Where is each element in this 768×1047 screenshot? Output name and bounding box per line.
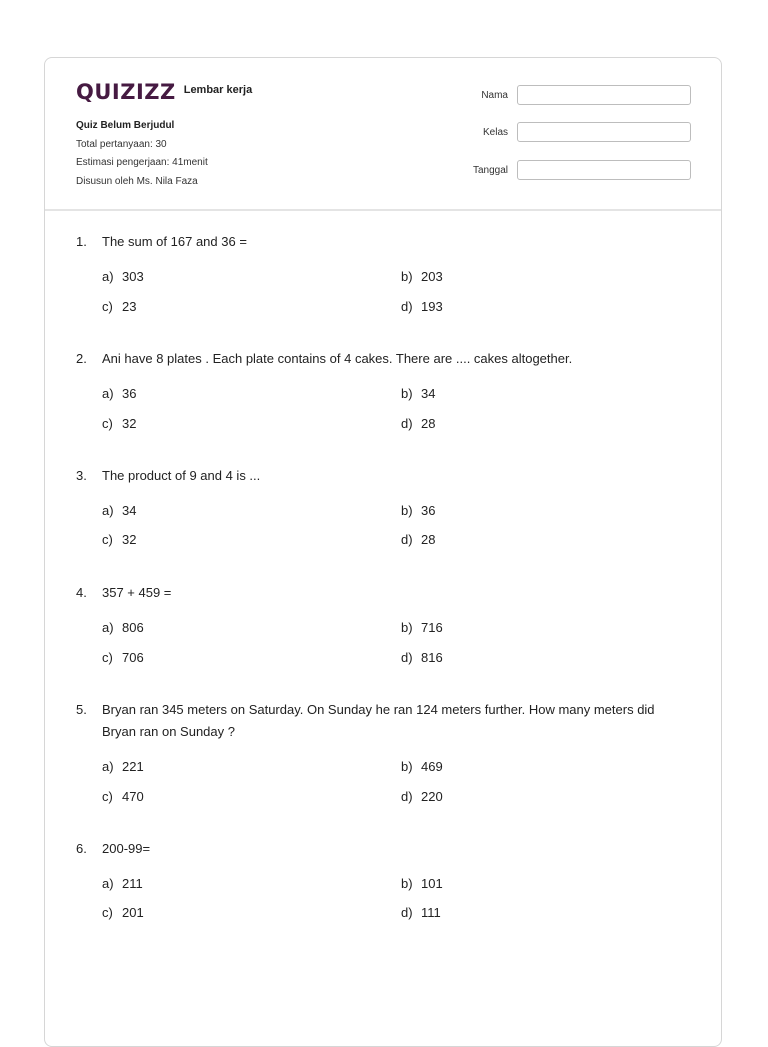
question-number: 6. <box>76 841 87 856</box>
option-text: 303 <box>122 269 144 284</box>
option-text: 706 <box>122 650 144 665</box>
question-number: 5. <box>76 702 87 717</box>
option-a[interactable] <box>102 876 143 891</box>
option-text: 34 <box>122 503 137 518</box>
question-text: The sum of 167 and 36 = <box>102 234 247 249</box>
option-letter: a) <box>102 386 114 401</box>
option-letter: c) <box>102 905 113 920</box>
total-questions: Total pertanyaan: 30 <box>76 138 167 150</box>
class-field-row <box>448 122 691 142</box>
option-letter: c) <box>102 299 113 314</box>
option-letter: d) <box>401 299 413 314</box>
question-text: The product of 9 and 4 is ... <box>102 468 261 483</box>
option-letter: b) <box>401 876 413 891</box>
option-c[interactable] <box>102 416 136 431</box>
worksheet <box>44 57 722 1047</box>
question-2 <box>76 348 676 370</box>
question-1 <box>76 231 676 253</box>
option-b[interactable] <box>401 386 435 401</box>
class-label: Kelas <box>482 126 508 138</box>
option-text: 36 <box>122 386 137 401</box>
brand <box>76 80 252 104</box>
option-c[interactable] <box>102 532 136 547</box>
question-number: 2. <box>76 351 87 366</box>
question-text: Bryan ran 345 meters on Saturday. On Sunday he ran 124 meters further. How many meters did Bryan ran on Sunday ? <box>102 702 655 739</box>
question-text: Ani have 8 plates . Each plate contains of 4 cakes. There are .... cakes altogether. <box>102 351 573 366</box>
quiz-meta <box>76 117 208 191</box>
question-text: 357 + 459 = <box>102 585 172 600</box>
option-letter: a) <box>102 876 114 891</box>
question-number: 3. <box>76 468 87 483</box>
option-d[interactable] <box>401 299 443 314</box>
option-text: 816 <box>421 650 443 665</box>
option-letter: c) <box>102 650 113 665</box>
option-a[interactable] <box>102 620 144 635</box>
question-6 <box>76 838 676 860</box>
estimated-time: Estimasi pengerjaan: 41menit <box>76 157 208 168</box>
option-text: 101 <box>421 876 443 891</box>
option-letter: a) <box>102 759 114 774</box>
option-c[interactable] <box>102 905 144 920</box>
option-text: 716 <box>421 620 443 635</box>
option-letter: b) <box>401 759 413 774</box>
option-text: 32 <box>122 416 137 431</box>
option-letter: a) <box>102 269 114 284</box>
option-letter: a) <box>102 620 114 635</box>
option-letter: d) <box>401 650 413 665</box>
question-4 <box>76 582 676 604</box>
class-field[interactable] <box>517 122 691 142</box>
date-label: Tanggal <box>472 164 508 176</box>
option-text: 806 <box>122 620 144 635</box>
option-b[interactable] <box>401 759 443 774</box>
option-letter: d) <box>401 789 413 804</box>
option-b[interactable] <box>401 269 443 284</box>
option-text: 203 <box>421 269 443 284</box>
option-letter: d) <box>401 532 413 547</box>
name-field-row <box>448 85 691 105</box>
quiz-title: Quiz Belum Berjudul <box>76 120 175 131</box>
date-field-row <box>448 160 691 180</box>
option-d[interactable] <box>401 532 435 547</box>
option-letter: b) <box>401 503 413 518</box>
option-letter: b) <box>401 620 413 635</box>
option-b[interactable] <box>401 876 443 891</box>
option-text: 36 <box>421 503 436 518</box>
option-text: 34 <box>421 386 436 401</box>
option-letter: d) <box>401 905 413 920</box>
option-letter: c) <box>102 789 113 804</box>
option-text: 221 <box>122 759 144 774</box>
option-text: 211 <box>122 876 143 891</box>
question-number: 4. <box>76 585 87 600</box>
option-c[interactable] <box>102 650 144 665</box>
option-text: 469 <box>421 759 443 774</box>
quizizz-logo: QUIZIZZ <box>76 80 176 104</box>
option-letter: a) <box>102 503 114 518</box>
option-letter: b) <box>401 269 413 284</box>
worksheet-label: Lembar kerja <box>183 84 253 96</box>
option-text: 28 <box>421 532 436 547</box>
name-label: Nama <box>481 89 508 101</box>
name-field[interactable] <box>517 85 691 105</box>
option-text: 193 <box>421 299 443 314</box>
option-d[interactable] <box>401 650 443 665</box>
option-a[interactable] <box>102 759 144 774</box>
option-c[interactable] <box>102 299 136 314</box>
option-letter: c) <box>102 416 113 431</box>
option-b[interactable] <box>401 503 435 518</box>
option-c[interactable] <box>102 789 144 804</box>
author: Disusun oleh Ms. Nila Faza <box>76 175 198 187</box>
question-5 <box>76 699 676 743</box>
option-text: 111 <box>421 905 441 920</box>
option-text: 470 <box>122 789 144 804</box>
option-d[interactable] <box>401 905 441 920</box>
option-letter: b) <box>401 386 413 401</box>
option-b[interactable] <box>401 620 443 635</box>
question-3 <box>76 465 676 487</box>
option-d[interactable] <box>401 416 435 431</box>
option-text: 32 <box>122 532 137 547</box>
question-text: 200-99= <box>102 841 151 856</box>
option-letter: d) <box>401 416 413 431</box>
option-a[interactable] <box>102 269 144 284</box>
question-number: 1. <box>76 234 87 249</box>
option-a[interactable] <box>102 386 136 401</box>
option-text: 201 <box>122 905 144 920</box>
option-text: 28 <box>421 416 436 431</box>
option-text: 220 <box>421 789 443 804</box>
option-letter: c) <box>102 532 113 547</box>
date-field[interactable] <box>517 160 691 180</box>
worksheet-header <box>45 58 721 211</box>
option-a[interactable] <box>102 503 136 518</box>
option-text: 23 <box>122 299 137 314</box>
option-d[interactable] <box>401 789 443 804</box>
